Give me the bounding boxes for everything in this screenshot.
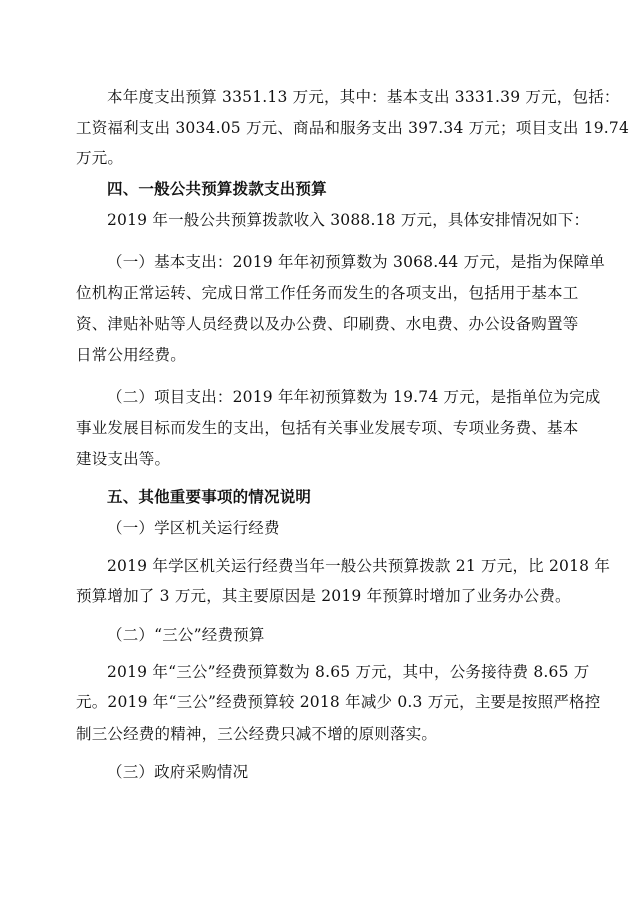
paragraph-line: 工资福利支出 3034.05 万元、商品和服务支出 397.34 万元；项目支出 19.74 <box>76 119 630 137</box>
paragraph-line: 2019 年学区机关运行经费当年一般公共预算拨款 21 万元，比 2018 年 <box>107 557 611 575</box>
subsection-heading: （一）学区机关运行经费 <box>107 519 280 537</box>
paragraph-line: （二）项目支出：2019 年年初预算数为 19.74 万元，是指单位为完成 <box>107 388 601 406</box>
paragraph-line: 日常公用经费。 <box>76 346 186 364</box>
subsection-heading: （三）政府采购情况 <box>107 763 249 781</box>
paragraph-line: 制三公经费的精神，三公经费只减不增的原则落实。 <box>76 725 438 743</box>
paragraph-line: 位机构正常运转、完成日常工作任务而发生的各项支出，包括用于基本工 <box>76 284 579 302</box>
section-heading-5: 五、其他重要事项的情况说明 <box>107 488 312 506</box>
paragraph-line: 预算增加了 3 万元，其主要原因是 2019 年预算时增加了业务办公费。 <box>76 587 571 605</box>
paragraph-line: 万元。 <box>76 149 124 167</box>
paragraph-line: 本年度支出预算 3351.13 万元，其中：基本支出 3331.39 万元，包括： <box>107 88 620 106</box>
section-heading-4: 四、一般公共预算拨款支出预算 <box>107 180 327 198</box>
paragraph-line: 元。2019 年“三公”经费预算较 2018 年减少 0.3 万元，主要是按照严格控 <box>76 693 601 711</box>
subsection-heading: （二）“三公”经费预算 <box>107 626 265 644</box>
paragraph-line: 事业发展目标而发生的支出，包括有关事业发展专项、专项业务费、基本 <box>76 419 579 437</box>
paragraph-line: 资、津贴补贴等人员经费以及办公费、印刷费、水电费、办公设备购置等 <box>76 315 579 333</box>
paragraph-line: （一）基本支出：2019 年年初预算数为 3068.44 万元，是指为保障单 <box>107 253 605 271</box>
paragraph-line: 建设支出等。 <box>76 450 171 468</box>
paragraph-line: 2019 年一般公共预算拨款收入 3088.18 万元，具体安排情况如下： <box>107 211 590 229</box>
paragraph-line: 2019 年“三公”经费预算数为 8.65 万元，其中，公务接待费 8.65 万 <box>107 663 590 681</box>
